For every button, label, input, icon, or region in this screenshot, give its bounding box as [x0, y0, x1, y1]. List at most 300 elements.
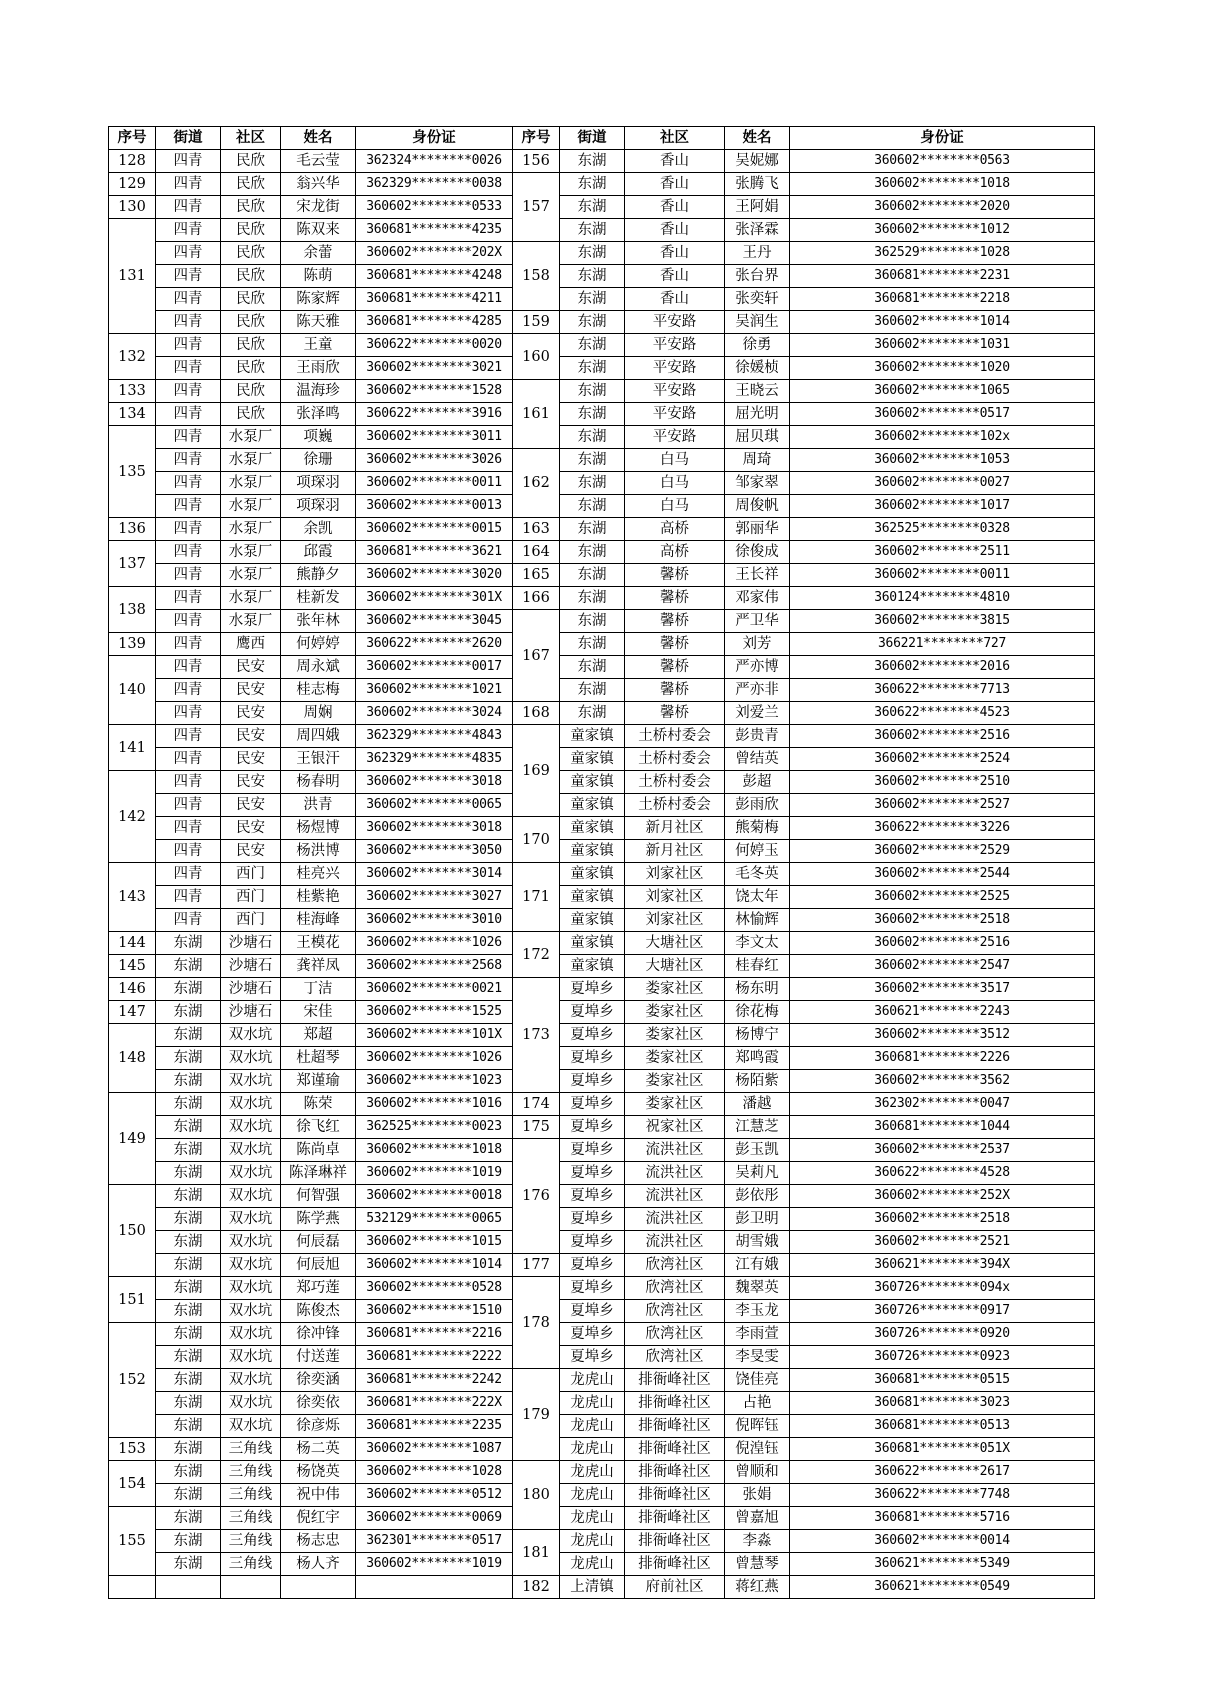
id-cell-right: 360622********2617 — [790, 1461, 1095, 1484]
street-cell-left: 四青 — [156, 472, 221, 495]
id-cell-left: 360602********0018 — [356, 1185, 513, 1208]
name-cell-left: 杨饶英 — [281, 1461, 356, 1484]
street-cell-right: 东湖 — [560, 242, 625, 265]
street-cell-left: 四青 — [156, 748, 221, 771]
community-cell-right: 馨桥 — [625, 679, 725, 702]
street-cell-right: 夏埠乡 — [560, 1185, 625, 1208]
id-cell-right: 360622********7748 — [790, 1484, 1095, 1507]
table-row — [109, 288, 1095, 311]
community-cell-left: 双水坑 — [221, 1116, 281, 1139]
community-cell-left: 沙塘石 — [221, 1001, 281, 1024]
table-row — [109, 1162, 1095, 1185]
street-cell-left: 东湖 — [156, 1208, 221, 1231]
header-street-right: 街道 — [560, 127, 625, 150]
street-cell-right: 东湖 — [560, 610, 625, 633]
name-cell-right: 曾顺和 — [725, 1461, 790, 1484]
street-cell-left: 四青 — [156, 817, 221, 840]
community-cell-left: 三角线 — [221, 1461, 281, 1484]
name-cell-left: 项巍 — [281, 426, 356, 449]
id-cell-right: 360602********3512 — [790, 1024, 1095, 1047]
street-cell-left: 东湖 — [156, 1484, 221, 1507]
name-cell-left: 徐飞红 — [281, 1116, 356, 1139]
street-cell-right: 东湖 — [560, 564, 625, 587]
header-community-right: 社区 — [625, 127, 725, 150]
table-row — [109, 863, 1095, 886]
header-row — [109, 127, 1095, 150]
id-cell-right: 360602********1053 — [790, 449, 1095, 472]
street-cell-left: 东湖 — [156, 1185, 221, 1208]
community-cell-right: 流洪社区 — [625, 1231, 725, 1254]
id-cell-right: 360621********394X — [790, 1254, 1095, 1277]
name-cell-left: 周永斌 — [281, 656, 356, 679]
community-cell-left: 西门 — [221, 909, 281, 932]
header-id-right: 身份证 — [790, 127, 1095, 150]
id-cell-right: 360602********3562 — [790, 1070, 1095, 1093]
id-cell-right: 360602********2020 — [790, 196, 1095, 219]
table-row — [109, 380, 1095, 403]
table-row — [109, 679, 1095, 702]
name-cell-right: 江有娥 — [725, 1254, 790, 1277]
community-cell-left: 水泵厂 — [221, 541, 281, 564]
seq-cell-left: 134 — [109, 403, 156, 426]
street-cell-right: 童家镇 — [560, 725, 625, 748]
name-cell-right: 李雨萱 — [725, 1323, 790, 1346]
community-cell-left: 双水坑 — [221, 1254, 281, 1277]
name-cell-right: 彭玉凯 — [725, 1139, 790, 1162]
street-cell-left: 四青 — [156, 679, 221, 702]
id-cell-right: 360602********2529 — [790, 840, 1095, 863]
id-cell-right: 360621********2243 — [790, 1001, 1095, 1024]
street-cell-right: 童家镇 — [560, 932, 625, 955]
name-cell-left: 何婷婷 — [281, 633, 356, 656]
id-cell-right: 360602********1017 — [790, 495, 1095, 518]
street-cell-right: 东湖 — [560, 173, 625, 196]
name-cell-left: 陈泽琳祥 — [281, 1162, 356, 1185]
street-cell-left: 四青 — [156, 610, 221, 633]
id-cell-left: 360602********3011 — [356, 426, 513, 449]
community-cell-left: 双水坑 — [221, 1024, 281, 1047]
community-cell-left: 水泵厂 — [221, 518, 281, 541]
name-cell-left: 王童 — [281, 334, 356, 357]
id-cell-left: 360681********2242 — [356, 1369, 513, 1392]
table-row — [109, 702, 1095, 725]
name-cell-left: 陈荣 — [281, 1093, 356, 1116]
street-cell-right: 童家镇 — [560, 886, 625, 909]
id-cell-right: 360681********2218 — [790, 288, 1095, 311]
table-row — [109, 840, 1095, 863]
id-cell-left: 360602********1087 — [356, 1438, 513, 1461]
name-cell-right: 张腾飞 — [725, 173, 790, 196]
table-row — [109, 472, 1095, 495]
name-cell-right: 徐勇 — [725, 334, 790, 357]
name-cell-left: 陈学燕 — [281, 1208, 356, 1231]
id-cell-left: 360602********3018 — [356, 817, 513, 840]
table-row — [109, 518, 1095, 541]
seq-cell-right: 176 — [513, 1139, 560, 1254]
name-cell-left: 倪红宇 — [281, 1507, 356, 1530]
street-cell-right: 夏埠乡 — [560, 978, 625, 1001]
name-cell-left: 余蕾 — [281, 242, 356, 265]
name-cell-left: 祝中伟 — [281, 1484, 356, 1507]
community-cell-left: 双水坑 — [221, 1231, 281, 1254]
street-cell-right: 东湖 — [560, 265, 625, 288]
street-cell-right: 夏埠乡 — [560, 1208, 625, 1231]
community-cell-left: 三角线 — [221, 1438, 281, 1461]
id-cell-left: 360602********0065 — [356, 794, 513, 817]
street-cell-left: 四青 — [156, 587, 221, 610]
seq-cell-right: 178 — [513, 1277, 560, 1369]
community-cell-right: 欣湾社区 — [625, 1300, 725, 1323]
name-cell-left: 陈尚卓 — [281, 1139, 356, 1162]
community-cell-left: 鹰西 — [221, 633, 281, 656]
seq-cell-left: 131 — [109, 219, 156, 334]
community-cell-right: 馨桥 — [625, 564, 725, 587]
table-row — [109, 610, 1095, 633]
id-cell-left: 360681********4285 — [356, 311, 513, 334]
community-cell-left: 民欣 — [221, 334, 281, 357]
street-cell-right: 龙虎山 — [560, 1392, 625, 1415]
id-cell-left: 532129********0065 — [356, 1208, 513, 1231]
name-cell-left: 王银汗 — [281, 748, 356, 771]
id-cell-left: 360681********2222 — [356, 1346, 513, 1369]
community-cell-right: 排衙峰社区 — [625, 1438, 725, 1461]
name-cell-left: 洪青 — [281, 794, 356, 817]
table-row — [109, 1438, 1095, 1461]
table-row — [109, 1576, 1095, 1599]
name-cell-left: 宋龙街 — [281, 196, 356, 219]
id-cell-right: 360681********2226 — [790, 1047, 1095, 1070]
community-cell-right: 馨桥 — [625, 610, 725, 633]
table-row — [109, 403, 1095, 426]
community-cell-right: 大塘社区 — [625, 955, 725, 978]
table-row — [109, 1484, 1095, 1507]
name-cell-right: 刘芳 — [725, 633, 790, 656]
street-cell-left: 东湖 — [156, 1231, 221, 1254]
street-cell-right: 童家镇 — [560, 955, 625, 978]
community-cell-left: 双水坑 — [221, 1093, 281, 1116]
street-cell-left: 东湖 — [156, 1024, 221, 1047]
street-cell-right: 东湖 — [560, 150, 625, 173]
community-cell-right: 娄家社区 — [625, 1070, 725, 1093]
id-cell-right: 362525********0328 — [790, 518, 1095, 541]
street-cell-right: 夏埠乡 — [560, 1024, 625, 1047]
street-cell-right: 东湖 — [560, 357, 625, 380]
community-cell-left: 双水坑 — [221, 1047, 281, 1070]
community-cell-left: 民欣 — [221, 265, 281, 288]
community-cell-left: 民安 — [221, 771, 281, 794]
name-cell-right: 曾嘉旭 — [725, 1507, 790, 1530]
community-cell-right: 排衙峰社区 — [625, 1415, 725, 1438]
table-row — [109, 1070, 1095, 1093]
name-cell-right: 彭超 — [725, 771, 790, 794]
community-cell-right: 土桥村委会 — [625, 748, 725, 771]
community-cell-left: 双水坑 — [221, 1300, 281, 1323]
id-cell-right: 360602********2518 — [790, 909, 1095, 932]
community-cell-right: 排衙峰社区 — [625, 1484, 725, 1507]
id-cell-right: 362302********0047 — [790, 1093, 1095, 1116]
community-cell-right: 平安路 — [625, 403, 725, 426]
name-cell-right: 彭卫明 — [725, 1208, 790, 1231]
community-cell-left: 民安 — [221, 702, 281, 725]
id-cell-right: 360681********3023 — [790, 1392, 1095, 1415]
seq-cell-left: 135 — [109, 426, 156, 518]
id-cell-right: 360681********051X — [790, 1438, 1095, 1461]
community-cell-left: 民欣 — [221, 150, 281, 173]
street-cell-left: 四青 — [156, 840, 221, 863]
community-cell-right: 娄家社区 — [625, 1024, 725, 1047]
name-cell-right: 郭丽华 — [725, 518, 790, 541]
id-cell-left: 360602********0512 — [356, 1484, 513, 1507]
seq-cell-left: 153 — [109, 1438, 156, 1461]
community-cell-right: 高桥 — [625, 541, 725, 564]
seq-cell-right: 171 — [513, 863, 560, 932]
name-cell-left: 杨二英 — [281, 1438, 356, 1461]
name-cell-right: 张泽霖 — [725, 219, 790, 242]
name-cell-right: 毛冬英 — [725, 863, 790, 886]
name-cell-right: 曾慧琴 — [725, 1553, 790, 1576]
table-row — [109, 1553, 1095, 1576]
seq-cell-right: 174 — [513, 1093, 560, 1116]
id-cell-right: 360602********2521 — [790, 1231, 1095, 1254]
table-row — [109, 932, 1095, 955]
id-cell-left: 360602********101X — [356, 1024, 513, 1047]
id-cell-right: 360681********5716 — [790, 1507, 1095, 1530]
id-cell-left: 360602********3018 — [356, 771, 513, 794]
street-cell-left: 东湖 — [156, 1001, 221, 1024]
street-cell-left: 东湖 — [156, 1392, 221, 1415]
community-cell-right: 流洪社区 — [625, 1208, 725, 1231]
id-cell-left: 360602********3021 — [356, 357, 513, 380]
name-cell-left: 何智强 — [281, 1185, 356, 1208]
table-row — [109, 909, 1095, 932]
community-cell-left: 西门 — [221, 886, 281, 909]
community-cell-left: 双水坑 — [221, 1323, 281, 1346]
community-cell-left: 三角线 — [221, 1507, 281, 1530]
street-cell-right: 童家镇 — [560, 794, 625, 817]
street-cell-left — [156, 1576, 221, 1599]
street-cell-right: 东湖 — [560, 403, 625, 426]
street-cell-right: 东湖 — [560, 288, 625, 311]
id-cell-right: 360602********3517 — [790, 978, 1095, 1001]
id-cell-left: 360681********2216 — [356, 1323, 513, 1346]
id-cell-left: 360602********3026 — [356, 449, 513, 472]
name-cell-left: 杨煜博 — [281, 817, 356, 840]
name-cell-right: 杨陌紫 — [725, 1070, 790, 1093]
street-cell-left: 四青 — [156, 495, 221, 518]
street-cell-left: 四青 — [156, 656, 221, 679]
community-cell-right: 欣湾社区 — [625, 1277, 725, 1300]
community-cell-left: 三角线 — [221, 1484, 281, 1507]
table-row — [109, 1024, 1095, 1047]
street-cell-right: 东湖 — [560, 219, 625, 242]
name-cell-right: 蒋红燕 — [725, 1576, 790, 1599]
street-cell-right: 东湖 — [560, 495, 625, 518]
table-row — [109, 1507, 1095, 1530]
seq-cell-left: 129 — [109, 173, 156, 196]
street-cell-left: 四青 — [156, 403, 221, 426]
id-cell-right: 360726********094x — [790, 1277, 1095, 1300]
id-cell-left: 360602********1015 — [356, 1231, 513, 1254]
seq-cell-right: 164 — [513, 541, 560, 564]
id-cell-left: 360602********3050 — [356, 840, 513, 863]
community-cell-right: 馨桥 — [625, 633, 725, 656]
seq-cell-left: 147 — [109, 1001, 156, 1024]
name-cell-right: 潘越 — [725, 1093, 790, 1116]
header-seq-left: 序号 — [109, 127, 156, 150]
street-cell-left: 四青 — [156, 771, 221, 794]
name-cell-right: 屈光明 — [725, 403, 790, 426]
community-cell-right: 娄家社区 — [625, 978, 725, 1001]
id-cell-right: 360602********2537 — [790, 1139, 1095, 1162]
name-cell-left: 陈天雅 — [281, 311, 356, 334]
name-cell-right: 刘爱兰 — [725, 702, 790, 725]
id-cell-left: 360602********1023 — [356, 1070, 513, 1093]
seq-cell-right: 173 — [513, 978, 560, 1093]
name-cell-right: 彭依彤 — [725, 1185, 790, 1208]
name-cell-right: 李文太 — [725, 932, 790, 955]
household-list-sheet — [108, 126, 1095, 1599]
id-cell-left: 360602********1014 — [356, 1254, 513, 1277]
seq-cell-right: 161 — [513, 380, 560, 449]
id-cell-left: 360681********4235 — [356, 219, 513, 242]
community-cell-right: 白马 — [625, 472, 725, 495]
street-cell-right: 夏埠乡 — [560, 1139, 625, 1162]
id-cell-left: 362329********0038 — [356, 173, 513, 196]
community-cell-right: 娄家社区 — [625, 1047, 725, 1070]
seq-cell-left: 141 — [109, 725, 156, 771]
community-cell-right: 香山 — [625, 288, 725, 311]
street-cell-right: 龙虎山 — [560, 1484, 625, 1507]
name-cell-left: 桂紫艳 — [281, 886, 356, 909]
street-cell-left: 东湖 — [156, 955, 221, 978]
header-community-left: 社区 — [221, 127, 281, 150]
table-row — [109, 771, 1095, 794]
id-cell-right: 360602********2516 — [790, 725, 1095, 748]
name-cell-right: 林愉辉 — [725, 909, 790, 932]
community-cell-left: 民安 — [221, 794, 281, 817]
name-cell-right: 周俊帆 — [725, 495, 790, 518]
community-cell-right: 祝家社区 — [625, 1116, 725, 1139]
street-cell-left: 东湖 — [156, 1507, 221, 1530]
table-row — [109, 564, 1095, 587]
street-cell-left: 四青 — [156, 265, 221, 288]
name-cell-left: 何辰磊 — [281, 1231, 356, 1254]
community-cell-right: 刘家社区 — [625, 909, 725, 932]
seq-cell-left: 150 — [109, 1185, 156, 1277]
name-cell-right: 王长祥 — [725, 564, 790, 587]
street-cell-right: 龙虎山 — [560, 1461, 625, 1484]
name-cell-right: 倪晖钰 — [725, 1415, 790, 1438]
community-cell-right: 娄家社区 — [625, 1001, 725, 1024]
street-cell-left: 东湖 — [156, 1369, 221, 1392]
name-cell-left: 陈萌 — [281, 265, 356, 288]
table-row — [109, 449, 1095, 472]
name-cell-right: 王晓云 — [725, 380, 790, 403]
name-cell-right: 严亦博 — [725, 656, 790, 679]
id-cell-left: 360622********3916 — [356, 403, 513, 426]
community-cell-left: 沙塘石 — [221, 978, 281, 1001]
seq-cell-left — [109, 1576, 156, 1599]
street-cell-left: 四青 — [156, 334, 221, 357]
name-cell-right: 杨东明 — [725, 978, 790, 1001]
community-cell-left: 民欣 — [221, 403, 281, 426]
street-cell-left: 东湖 — [156, 1346, 221, 1369]
street-cell-right: 东湖 — [560, 449, 625, 472]
street-cell-right: 童家镇 — [560, 817, 625, 840]
community-cell-right: 排衙峰社区 — [625, 1507, 725, 1530]
id-cell-right: 360622********7713 — [790, 679, 1095, 702]
id-cell-right: 360602********1014 — [790, 311, 1095, 334]
table-row — [109, 633, 1095, 656]
id-cell-right: 360602********1065 — [790, 380, 1095, 403]
id-cell-left: 360681********4248 — [356, 265, 513, 288]
id-cell-right: 360602********2016 — [790, 656, 1095, 679]
name-cell-right: 占艳 — [725, 1392, 790, 1415]
community-cell-right: 排衙峰社区 — [625, 1392, 725, 1415]
id-cell-right: 362529********1028 — [790, 242, 1095, 265]
street-cell-left: 东湖 — [156, 1047, 221, 1070]
seq-cell-left: 146 — [109, 978, 156, 1001]
table-row — [109, 817, 1095, 840]
community-cell-right: 高桥 — [625, 518, 725, 541]
seq-cell-left: 133 — [109, 380, 156, 403]
community-cell-left: 民安 — [221, 679, 281, 702]
name-cell-left: 徐珊 — [281, 449, 356, 472]
seq-cell-left: 154 — [109, 1461, 156, 1507]
id-cell-right: 360602********2524 — [790, 748, 1095, 771]
name-cell-left: 周娴 — [281, 702, 356, 725]
community-cell-left: 水泵厂 — [221, 472, 281, 495]
street-cell-left: 东湖 — [156, 1139, 221, 1162]
table-row — [109, 311, 1095, 334]
community-cell-left: 双水坑 — [221, 1139, 281, 1162]
street-cell-left: 四青 — [156, 541, 221, 564]
id-cell-right: 360622********4528 — [790, 1162, 1095, 1185]
street-cell-left: 四青 — [156, 518, 221, 541]
name-cell-right: 胡雪娥 — [725, 1231, 790, 1254]
id-cell-left: 360681********3621 — [356, 541, 513, 564]
community-cell-right: 平安路 — [625, 426, 725, 449]
street-cell-right: 夏埠乡 — [560, 1093, 625, 1116]
street-cell-left: 四青 — [156, 311, 221, 334]
id-cell-right: 360602********0011 — [790, 564, 1095, 587]
name-cell-right: 彭雨欣 — [725, 794, 790, 817]
community-cell-right: 平安路 — [625, 311, 725, 334]
street-cell-left: 东湖 — [156, 1438, 221, 1461]
seq-cell-left: 140 — [109, 656, 156, 725]
id-cell-left: 360602********301X — [356, 587, 513, 610]
table-row — [109, 978, 1095, 1001]
name-cell-right: 吴妮娜 — [725, 150, 790, 173]
street-cell-left: 东湖 — [156, 1553, 221, 1576]
street-cell-left: 东湖 — [156, 1461, 221, 1484]
table-row — [109, 886, 1095, 909]
header-id-left: 身份证 — [356, 127, 513, 150]
id-cell-left: 360602********1019 — [356, 1162, 513, 1185]
table-row — [109, 1254, 1095, 1277]
id-cell-left: 360681********222X — [356, 1392, 513, 1415]
seq-cell-left: 148 — [109, 1024, 156, 1093]
community-cell-right: 排衙峰社区 — [625, 1461, 725, 1484]
street-cell-right: 东湖 — [560, 334, 625, 357]
community-cell-right: 欣湾社区 — [625, 1254, 725, 1277]
seq-cell-right: 172 — [513, 932, 560, 978]
street-cell-right: 童家镇 — [560, 771, 625, 794]
id-cell-left: 360602********3014 — [356, 863, 513, 886]
name-cell-left: 郑巧莲 — [281, 1277, 356, 1300]
id-cell-right: 360622********4523 — [790, 702, 1095, 725]
table-row — [109, 1415, 1095, 1438]
